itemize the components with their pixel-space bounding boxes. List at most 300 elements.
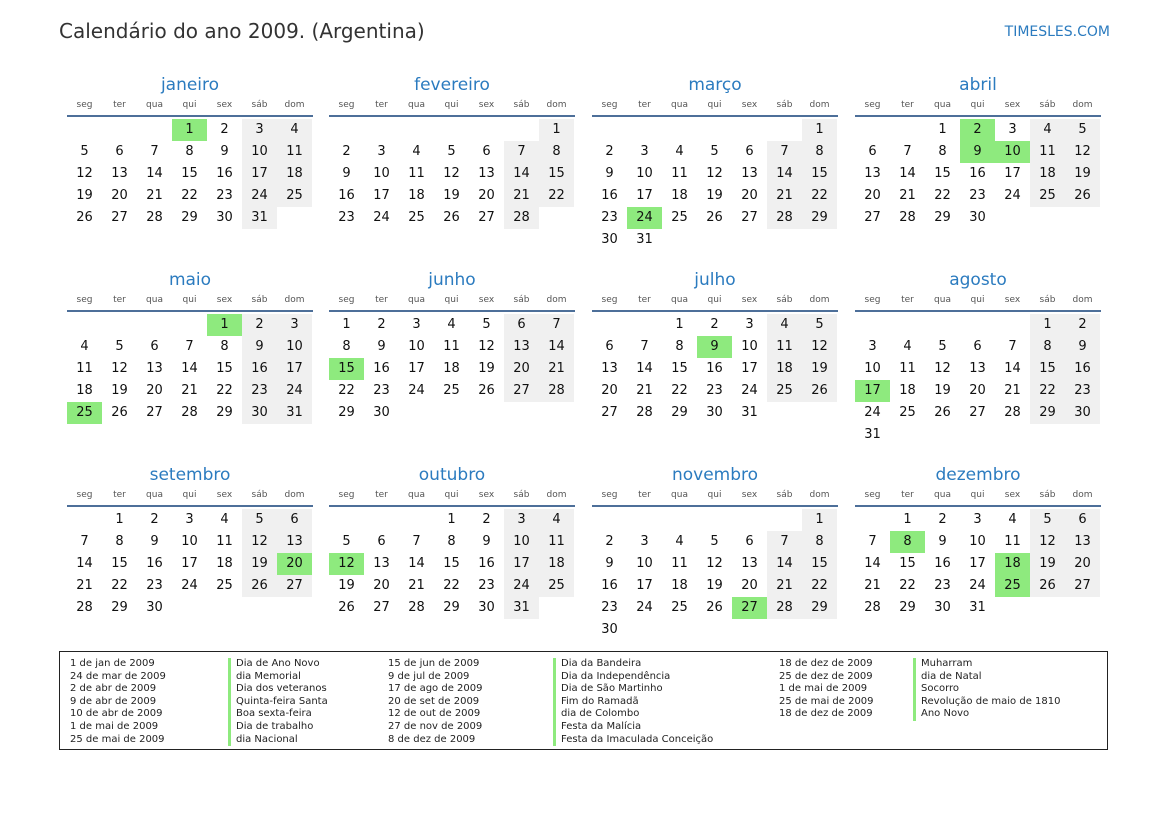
week-row bbox=[592, 229, 838, 251]
day-cell: 19 bbox=[242, 553, 277, 575]
weekday-header bbox=[855, 489, 1101, 507]
week-row bbox=[855, 119, 1101, 141]
holiday-day-cell: 27 bbox=[732, 597, 767, 619]
empty-day-cell bbox=[662, 229, 697, 251]
weekday-label: sex bbox=[216, 490, 233, 500]
day-cell: 12 bbox=[934, 361, 951, 376]
week-row bbox=[592, 207, 838, 229]
week-row bbox=[67, 597, 313, 619]
weekday-label: seg bbox=[601, 100, 618, 110]
day-cell: 25 bbox=[408, 210, 425, 225]
weekday-header bbox=[592, 489, 838, 507]
holiday-date: 2 de abr de 2009 bbox=[70, 683, 157, 695]
empty-day-cell bbox=[960, 424, 995, 446]
holiday-day-cell: 9 bbox=[960, 141, 995, 163]
week-row bbox=[67, 380, 313, 402]
day-cell: 14 bbox=[504, 163, 539, 185]
day-cell: 2 bbox=[710, 317, 719, 332]
day-cell: 19 bbox=[802, 358, 837, 380]
week-row bbox=[67, 553, 313, 575]
day-cell: 10 bbox=[969, 534, 986, 549]
day-cell: 9 bbox=[1065, 336, 1100, 358]
weekday-label: dom bbox=[546, 100, 567, 110]
weekday-label: dom bbox=[546, 295, 567, 305]
weekday-header bbox=[329, 294, 575, 312]
day-cell: 16 bbox=[1065, 358, 1100, 380]
empty-day-cell bbox=[1030, 597, 1065, 619]
day-cell: 3 bbox=[1008, 122, 1017, 137]
day-cell: 1 bbox=[1030, 314, 1065, 336]
empty-day-cell bbox=[172, 314, 207, 336]
weekday-label: ter bbox=[638, 295, 651, 305]
empty-day-cell bbox=[627, 619, 662, 641]
weekday-label: qui bbox=[970, 100, 985, 110]
day-cell: 28 bbox=[767, 597, 802, 619]
day-cell: 12 bbox=[706, 166, 723, 181]
empty-day-cell bbox=[732, 509, 767, 531]
day-cell: 26 bbox=[76, 210, 93, 225]
day-cell: 18 bbox=[408, 188, 425, 203]
empty-day-cell bbox=[995, 597, 1030, 619]
empty-day-cell bbox=[767, 619, 802, 641]
day-cell: 23 bbox=[373, 383, 390, 398]
day-cell: 31 bbox=[242, 207, 277, 229]
day-cell: 7 bbox=[185, 339, 194, 354]
day-cell: 8 bbox=[220, 339, 229, 354]
weekday-header bbox=[67, 489, 313, 507]
day-cell: 16 bbox=[934, 556, 951, 571]
day-cell: 31 bbox=[277, 402, 312, 424]
day-cell: 15 bbox=[899, 556, 916, 571]
day-cell: 22 bbox=[181, 188, 198, 203]
holiday-day-cell: 17 bbox=[855, 380, 890, 402]
weekday-header bbox=[855, 99, 1101, 117]
day-cell: 4 bbox=[675, 534, 684, 549]
month-name: novembro bbox=[671, 465, 759, 485]
weekday-label: sex bbox=[741, 490, 758, 500]
day-cell: 17 bbox=[242, 163, 277, 185]
day-cell: 27 bbox=[741, 210, 758, 225]
day-cell: 10 bbox=[636, 166, 653, 181]
day-cell: 4 bbox=[447, 317, 456, 332]
day-cell: 23 bbox=[146, 578, 163, 593]
day-cell: 20 bbox=[478, 188, 495, 203]
holiday-date: 20 de set de 2009 bbox=[388, 695, 480, 707]
day-cell: 17 bbox=[969, 556, 986, 571]
holiday-date: 18 de dez de 2009 bbox=[779, 658, 873, 669]
empty-day-cell bbox=[855, 314, 890, 336]
day-cell: 24 bbox=[504, 575, 539, 597]
day-cell: 15 bbox=[934, 166, 951, 181]
weekday-label: dom bbox=[809, 295, 830, 305]
week-row bbox=[329, 141, 575, 163]
weekday-label: sáb bbox=[513, 295, 530, 305]
weekday-header bbox=[67, 294, 313, 312]
holiday-name: dia Memorial bbox=[236, 670, 301, 682]
empty-day-cell bbox=[995, 424, 1030, 446]
day-cell: 13 bbox=[741, 556, 758, 571]
month-name: janeiro bbox=[160, 75, 220, 95]
day-cell: 22 bbox=[216, 383, 233, 398]
empty-day-cell bbox=[890, 119, 925, 141]
week-row bbox=[329, 314, 575, 336]
day-cell: 26 bbox=[478, 383, 495, 398]
brand-link[interactable]: TIMESLES.COM bbox=[1004, 24, 1110, 40]
day-cell: 26 bbox=[242, 575, 277, 597]
day-cell: 4 bbox=[277, 119, 312, 141]
day-cell: 22 bbox=[111, 578, 128, 593]
week-row bbox=[67, 402, 313, 424]
day-cell: 21 bbox=[899, 188, 916, 203]
day-cell: 9 bbox=[605, 556, 614, 571]
weekday-label: sáb bbox=[776, 100, 793, 110]
day-cell: 20 bbox=[146, 383, 163, 398]
weekday-label: dom bbox=[809, 100, 830, 110]
day-cell: 10 bbox=[741, 339, 758, 354]
day-cell: 6 bbox=[482, 144, 491, 159]
empty-day-cell bbox=[627, 314, 662, 336]
week-row bbox=[855, 597, 1101, 619]
weekday-label: ter bbox=[901, 100, 914, 110]
day-cell: 5 bbox=[938, 339, 947, 354]
day-cell: 6 bbox=[973, 339, 982, 354]
day-cell: 30 bbox=[1065, 402, 1100, 424]
day-cell: 8 bbox=[938, 144, 947, 159]
week-row bbox=[67, 509, 313, 531]
week-row bbox=[592, 314, 838, 336]
day-cell: 14 bbox=[1004, 361, 1021, 376]
week-row bbox=[592, 380, 838, 402]
day-cell: 24 bbox=[636, 600, 653, 615]
month-name: maio bbox=[168, 270, 212, 290]
week-row bbox=[67, 358, 313, 380]
day-cell: 2 bbox=[150, 512, 159, 527]
day-cell: 18 bbox=[899, 383, 916, 398]
day-cell: 7 bbox=[539, 314, 574, 336]
weekday-label: qui bbox=[182, 490, 197, 500]
holiday-names-column bbox=[913, 658, 1060, 721]
day-cell: 25 bbox=[277, 185, 312, 207]
empty-day-cell bbox=[399, 402, 434, 424]
week-row bbox=[67, 185, 313, 207]
holiday-date: 8 de dez de 2009 bbox=[388, 733, 476, 745]
day-cell: 31 bbox=[741, 405, 758, 420]
day-cell: 8 bbox=[447, 534, 456, 549]
day-cell: 24 bbox=[277, 380, 312, 402]
day-cell: 13 bbox=[969, 361, 986, 376]
day-cell: 16 bbox=[478, 556, 495, 571]
day-cell: 5 bbox=[710, 144, 719, 159]
holiday-name: Revolução de maio de 1810 bbox=[921, 695, 1061, 707]
day-cell: 3 bbox=[412, 317, 421, 332]
empty-day-cell bbox=[504, 119, 539, 141]
month-name: julho bbox=[694, 270, 736, 290]
weekday-label: sáb bbox=[251, 100, 268, 110]
day-cell: 23 bbox=[338, 210, 355, 225]
weekday-label: seg bbox=[864, 490, 881, 500]
day-cell: 26 bbox=[338, 600, 355, 615]
weekday-label: qui bbox=[444, 100, 459, 110]
day-cell: 29 bbox=[338, 405, 355, 420]
weekday-label: sáb bbox=[251, 295, 268, 305]
day-cell: 7 bbox=[767, 531, 802, 553]
week-row bbox=[329, 553, 575, 575]
weekday-label: seg bbox=[864, 295, 881, 305]
month-julho bbox=[592, 268, 838, 458]
day-cell: 16 bbox=[146, 556, 163, 571]
day-cell: 13 bbox=[504, 336, 539, 358]
day-cell: 18 bbox=[671, 188, 688, 203]
day-cell: 8 bbox=[802, 531, 837, 553]
holiday-date: 17 de ago de 2009 bbox=[388, 683, 483, 695]
weekday-label: qua bbox=[934, 100, 951, 110]
weekday-label: sáb bbox=[776, 490, 793, 500]
holiday-day-cell: 12 bbox=[329, 553, 364, 575]
empty-day-cell bbox=[995, 207, 1030, 229]
day-cell: 24 bbox=[181, 578, 198, 593]
empty-day-cell bbox=[732, 119, 767, 141]
day-cell: 28 bbox=[408, 600, 425, 615]
day-cell: 31 bbox=[969, 600, 986, 615]
weekday-label: ter bbox=[375, 100, 388, 110]
week-row bbox=[592, 553, 838, 575]
empty-day-cell bbox=[925, 424, 960, 446]
holiday-day-cell: 2 bbox=[960, 119, 995, 141]
holiday-date: 1 de mai de 2009 bbox=[70, 720, 159, 732]
weekday-label: ter bbox=[375, 295, 388, 305]
day-cell: 31 bbox=[636, 232, 653, 247]
day-cell: 10 bbox=[504, 531, 539, 553]
day-cell: 16 bbox=[373, 361, 390, 376]
day-cell: 11 bbox=[277, 141, 312, 163]
day-cell: 7 bbox=[903, 144, 912, 159]
day-cell: 1 bbox=[447, 512, 456, 527]
day-cell: 29 bbox=[934, 210, 951, 225]
weekday-label: sex bbox=[478, 100, 495, 110]
week-row bbox=[855, 163, 1101, 185]
day-cell: 9 bbox=[150, 534, 159, 549]
day-cell: 18 bbox=[1030, 163, 1065, 185]
day-cell: 12 bbox=[242, 531, 277, 553]
day-cell: 12 bbox=[443, 166, 460, 181]
holiday-day-cell: 20 bbox=[277, 553, 312, 575]
week-row bbox=[67, 141, 313, 163]
day-cell: 13 bbox=[111, 166, 128, 181]
day-cell: 19 bbox=[443, 188, 460, 203]
holiday-legend bbox=[59, 651, 1108, 750]
day-cell: 4 bbox=[903, 339, 912, 354]
empty-day-cell bbox=[242, 597, 277, 619]
day-cell: 18 bbox=[671, 578, 688, 593]
weekday-label: ter bbox=[113, 295, 126, 305]
week-row bbox=[592, 597, 838, 619]
day-cell: 28 bbox=[504, 207, 539, 229]
day-cell: 23 bbox=[216, 188, 233, 203]
day-cell: 5 bbox=[802, 314, 837, 336]
day-cell: 26 bbox=[111, 405, 128, 420]
holiday-date: 9 de jul de 2009 bbox=[388, 670, 470, 682]
weekday-label: qui bbox=[970, 490, 985, 500]
day-cell: 14 bbox=[181, 361, 198, 376]
day-cell: 15 bbox=[216, 361, 233, 376]
weekday-label: sex bbox=[1004, 295, 1021, 305]
holiday-day-cell: 25 bbox=[995, 575, 1030, 597]
day-cell: 30 bbox=[601, 622, 618, 637]
empty-day-cell bbox=[767, 509, 802, 531]
day-cell: 17 bbox=[1004, 166, 1021, 181]
day-cell: 16 bbox=[242, 358, 277, 380]
week-row bbox=[592, 358, 838, 380]
day-cell: 24 bbox=[741, 383, 758, 398]
day-cell: 29 bbox=[671, 405, 688, 420]
day-cell: 20 bbox=[741, 188, 758, 203]
week-row bbox=[592, 402, 838, 424]
month-setembro bbox=[67, 463, 313, 653]
day-cell: 6 bbox=[745, 534, 754, 549]
empty-day-cell bbox=[802, 402, 837, 424]
day-cell: 20 bbox=[1065, 553, 1100, 575]
week-row bbox=[329, 336, 575, 358]
weekday-label: qui bbox=[182, 295, 197, 305]
day-cell: 19 bbox=[338, 578, 355, 593]
day-cell: 8 bbox=[115, 534, 124, 549]
empty-day-cell bbox=[1065, 207, 1100, 229]
day-cell: 6 bbox=[504, 314, 539, 336]
day-cell: 21 bbox=[1004, 383, 1021, 398]
day-cell: 10 bbox=[408, 339, 425, 354]
day-cell: 30 bbox=[242, 402, 277, 424]
day-cell: 14 bbox=[76, 556, 93, 571]
day-cell: 24 bbox=[864, 405, 881, 420]
day-cell: 1 bbox=[802, 509, 837, 531]
weekday-label: dom bbox=[1072, 295, 1093, 305]
month-março bbox=[592, 73, 838, 263]
weekday-label: qui bbox=[970, 295, 985, 305]
day-cell: 29 bbox=[802, 207, 837, 229]
day-cell: 6 bbox=[605, 339, 614, 354]
day-cell: 2 bbox=[342, 144, 351, 159]
empty-day-cell bbox=[67, 314, 102, 336]
day-cell: 8 bbox=[342, 339, 351, 354]
day-cell: 11 bbox=[76, 361, 93, 376]
day-cell: 5 bbox=[115, 339, 124, 354]
day-cell: 14 bbox=[899, 166, 916, 181]
holiday-day-cell: 15 bbox=[329, 358, 364, 380]
empty-day-cell bbox=[399, 119, 434, 141]
holiday-date: 15 de jun de 2009 bbox=[388, 658, 480, 669]
empty-day-cell bbox=[469, 119, 504, 141]
day-cell: 5 bbox=[447, 144, 456, 159]
day-cell: 15 bbox=[802, 163, 837, 185]
day-cell: 12 bbox=[478, 339, 495, 354]
day-cell: 24 bbox=[373, 210, 390, 225]
week-row bbox=[592, 531, 838, 553]
day-cell: 30 bbox=[146, 600, 163, 615]
day-cell: 20 bbox=[601, 383, 618, 398]
day-cell: 17 bbox=[181, 556, 198, 571]
holiday-name: Fim do Ramadã bbox=[561, 695, 639, 707]
day-cell: 2 bbox=[938, 512, 947, 527]
day-cell: 11 bbox=[671, 166, 688, 181]
day-cell: 20 bbox=[111, 188, 128, 203]
holiday-dates-column bbox=[70, 658, 166, 746]
day-cell: 16 bbox=[216, 166, 233, 181]
day-cell: 21 bbox=[539, 358, 574, 380]
day-cell: 17 bbox=[741, 361, 758, 376]
holiday-name: Boa sexta-feira bbox=[236, 708, 312, 720]
holiday-name: Festa da Imaculada Conceição bbox=[561, 733, 714, 745]
months-grid bbox=[67, 73, 1101, 639]
day-cell: 7 bbox=[150, 144, 159, 159]
week-row bbox=[67, 207, 313, 229]
day-cell: 29 bbox=[443, 600, 460, 615]
day-cell: 13 bbox=[146, 361, 163, 376]
day-cell: 26 bbox=[1030, 575, 1065, 597]
weekday-label: qua bbox=[408, 295, 425, 305]
weekday-label: qua bbox=[671, 295, 688, 305]
day-cell: 12 bbox=[706, 556, 723, 571]
day-cell: 3 bbox=[745, 317, 754, 332]
empty-day-cell bbox=[855, 119, 890, 141]
week-row bbox=[67, 575, 313, 597]
day-cell: 28 bbox=[636, 405, 653, 420]
month-name: agosto bbox=[949, 270, 1007, 290]
week-row bbox=[855, 141, 1101, 163]
holiday-day-cell: 24 bbox=[627, 207, 662, 229]
day-cell: 18 bbox=[443, 361, 460, 376]
day-cell: 13 bbox=[601, 361, 618, 376]
day-cell: 20 bbox=[969, 383, 986, 398]
day-cell: 30 bbox=[216, 210, 233, 225]
weekday-label: qui bbox=[444, 490, 459, 500]
holiday-day-cell: 1 bbox=[207, 314, 242, 336]
day-cell: 6 bbox=[745, 144, 754, 159]
day-cell: 20 bbox=[741, 578, 758, 593]
holiday-name: Dia de Ano Novo bbox=[236, 658, 320, 669]
weekday-label: qua bbox=[671, 100, 688, 110]
empty-day-cell bbox=[592, 119, 627, 141]
holiday-date: 25 de mai de 2009 bbox=[779, 695, 874, 707]
day-cell: 3 bbox=[640, 144, 649, 159]
week-row bbox=[592, 509, 838, 531]
empty-day-cell bbox=[995, 314, 1030, 336]
day-cell: 3 bbox=[277, 314, 312, 336]
empty-day-cell bbox=[364, 119, 399, 141]
empty-day-cell bbox=[732, 229, 767, 251]
day-cell: 27 bbox=[601, 405, 618, 420]
week-row bbox=[329, 380, 575, 402]
day-cell: 10 bbox=[181, 534, 198, 549]
day-cell: 31 bbox=[504, 597, 539, 619]
day-cell: 17 bbox=[636, 188, 653, 203]
weekday-label: sáb bbox=[513, 490, 530, 500]
day-cell: 3 bbox=[185, 512, 194, 527]
day-cell: 23 bbox=[706, 383, 723, 398]
day-cell: 15 bbox=[181, 166, 198, 181]
day-cell: 29 bbox=[899, 600, 916, 615]
day-cell: 25 bbox=[1030, 185, 1065, 207]
weekday-label: qua bbox=[146, 295, 163, 305]
empty-day-cell bbox=[925, 314, 960, 336]
empty-day-cell bbox=[890, 424, 925, 446]
month-agosto bbox=[855, 268, 1101, 458]
week-row bbox=[855, 380, 1101, 402]
holiday-name: Festa da Malícia bbox=[561, 720, 642, 732]
week-row bbox=[592, 575, 838, 597]
weekday-label: seg bbox=[338, 490, 355, 500]
empty-day-cell bbox=[364, 509, 399, 531]
day-cell: 30 bbox=[478, 600, 495, 615]
